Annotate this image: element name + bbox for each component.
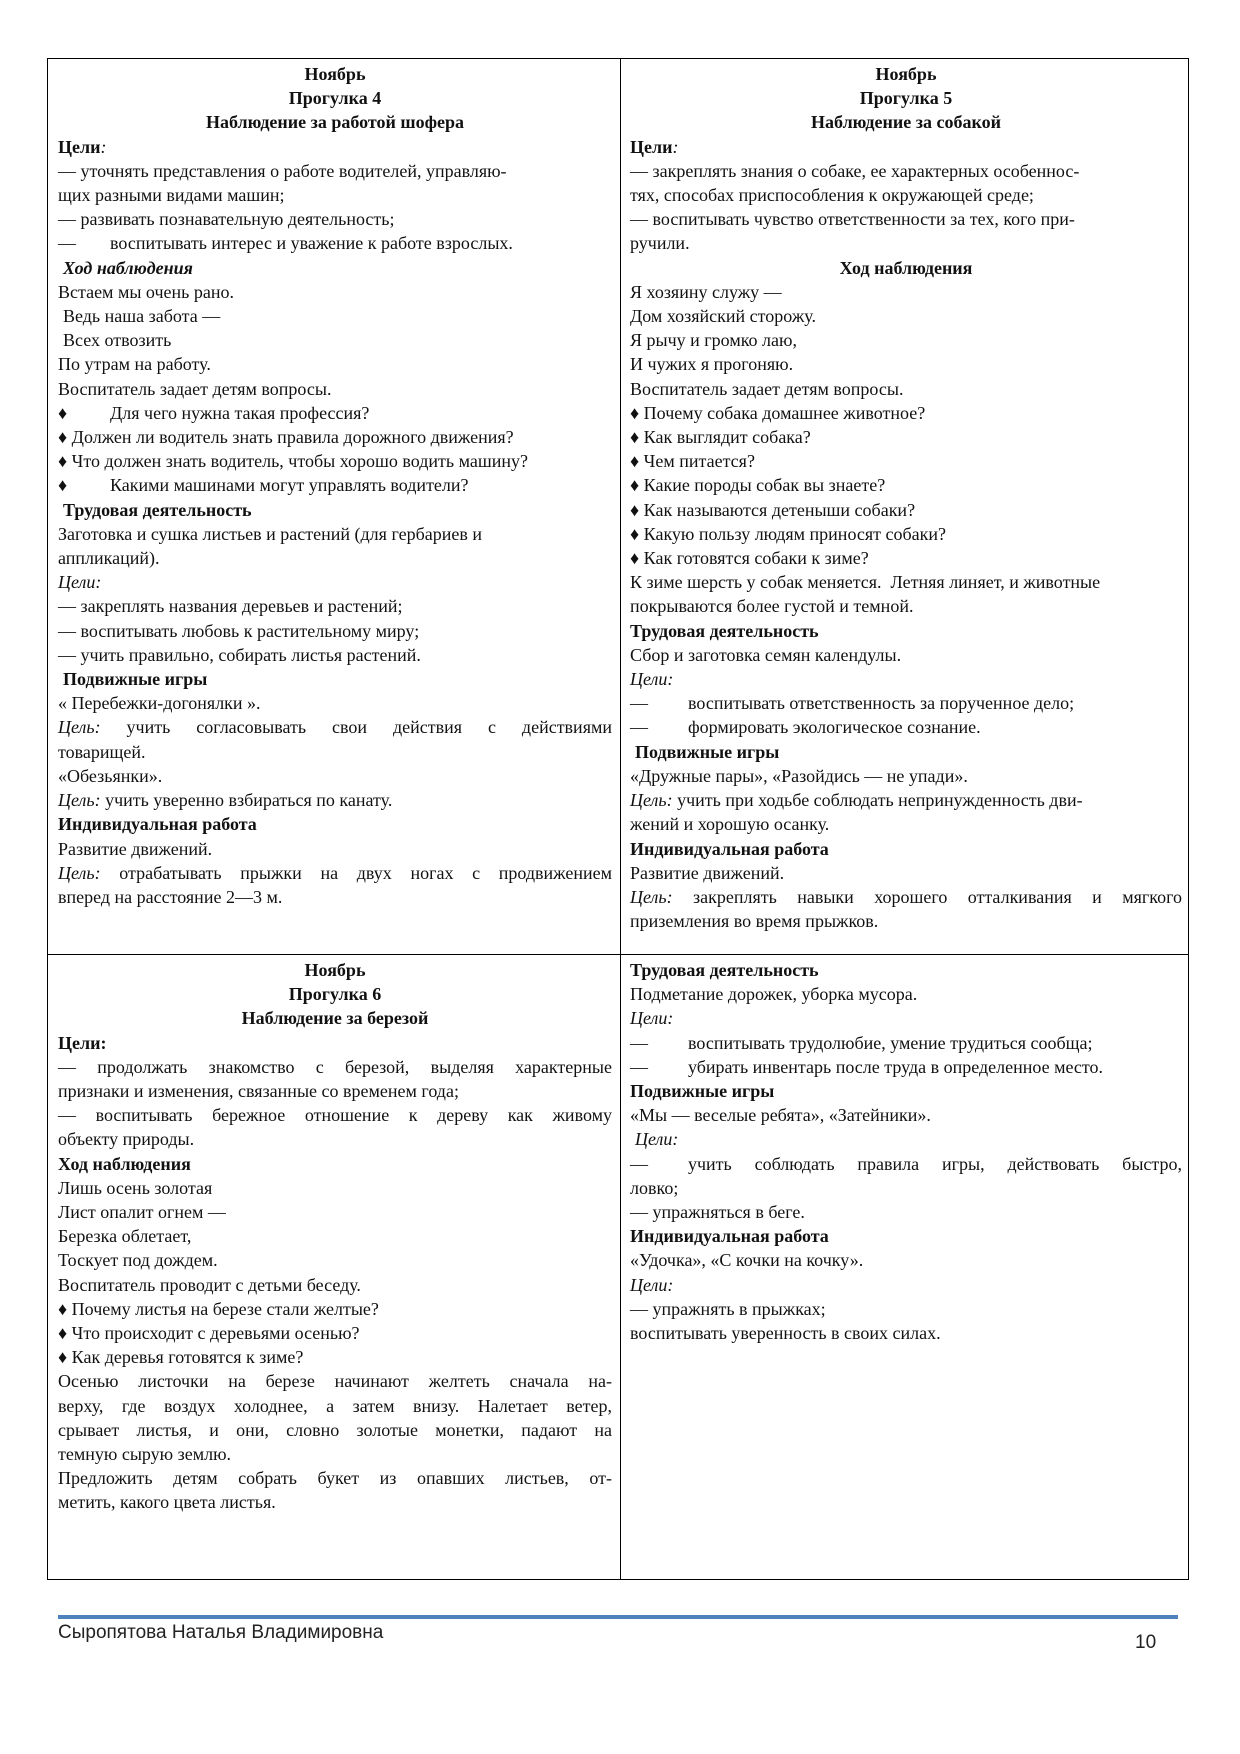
poem-line: Лишь осень золотая — [58, 1177, 213, 1198]
labor-goal: — воспитывать ответственность за порученное дело; — [630, 693, 1075, 714]
individual-text: Развитие движений. — [630, 862, 785, 883]
labor-text: Подметание дорожек, уборка мусора. — [630, 984, 918, 1005]
goal-line: тях, способах приспособления к окружающей среде; — [630, 185, 1034, 206]
poem-line: Я рычу и громко лаю, — [630, 330, 797, 351]
individual-text: Развитие движений. — [58, 838, 213, 859]
games-goal: жений и хорошую осанку. — [630, 814, 830, 835]
question: ♦ Что должен знать водитель, чтобы хорошо водить машину? — [58, 451, 528, 472]
goals-label: Цели: — [58, 1032, 107, 1053]
labor-text: Заготовка и сушка листьев и растений (для гербариев и — [58, 523, 482, 544]
poem-line: Березка облетает, — [58, 1226, 192, 1247]
observation-label: Ход наблюдения — [58, 1153, 191, 1174]
goal-line: — воспитывать бережное отношение к дереву как живому — [58, 1105, 612, 1126]
observation-label: Ход наблюдения — [839, 257, 973, 278]
teacher-line: Воспитатель задает детям вопросы. — [630, 378, 904, 399]
labor-goal: — формировать экологическое сознание. — [630, 717, 981, 738]
question: ♦ Должен ли водитель знать правила дорожного движения? — [58, 427, 514, 448]
individual-goal: Цель: отрабатывать прыжки на двух ногах с продвижением — [58, 862, 613, 883]
labor-text: Сбор и заготовка семян календулы. — [630, 644, 902, 665]
labor-label: Трудовая деятельность — [630, 620, 819, 641]
goal-line: — воспитывать интерес и уважение к работе взрослых. — [58, 233, 513, 254]
plan-table — [47, 58, 1189, 1580]
autumn-text: срывает листья, и они, словно золотые монетки, падают на — [58, 1419, 612, 1440]
walk-title: Наблюдение за березой — [241, 1008, 429, 1029]
games-label: Подвижные игры — [630, 1081, 775, 1102]
labor-goal: — закреплять названия деревьев и растений; — [58, 596, 403, 617]
footer-author: Сыропятова Наталья Владимировна — [58, 1622, 384, 1643]
question: ♦ Как выглядит собака? — [630, 427, 811, 448]
game-name: «Обезьянки». — [58, 765, 163, 786]
games-goal: ловко; — [630, 1177, 679, 1198]
question: ♦ Для чего нужна такая профессия? — [58, 402, 370, 423]
poem-line: Встаем мы очень рано. — [58, 281, 234, 302]
individual-goals-label: Цели: — [630, 1274, 674, 1295]
walk-4-cell — [48, 59, 620, 909]
game-goal: Цель: учить согласовывать свои действия с действиями — [58, 717, 612, 738]
game-goal: Цель: учить уверенно взбираться по канату. — [58, 790, 393, 811]
labor-goal: — учить правильно, собирать листья растений. — [58, 644, 421, 665]
goal-line: щих разными видами машин; — [58, 185, 285, 206]
individual-text: «Удочка», «С кочки на кочку». — [630, 1250, 864, 1271]
labor-label: Трудовая деятельность — [63, 499, 252, 520]
goal-line: — закреплять знания о собаке, ее характерных особеннос- — [630, 160, 1080, 181]
goal-line: ручили. — [630, 233, 690, 254]
individual-goal: — упражнять в прыжках; — [630, 1298, 826, 1319]
labor-goal: — воспитывать трудолюбие, умение трудиться сообща; — [630, 1032, 1093, 1053]
game-name: « Перебежки-догонялки ». — [58, 693, 261, 714]
games-goals-label: Цели: — [635, 1129, 679, 1150]
month-heading: Ноябрь — [304, 960, 366, 980]
walk-5-cell — [620, 59, 1190, 933]
autumn-text: темную сырую землю. — [58, 1444, 232, 1465]
games-text: «Мы — веселые ребята», «Затейники». — [630, 1105, 931, 1126]
goal-line: — уточнять представления о работе водителей, управляю- — [58, 160, 507, 181]
winter-text: К зиме шерсть у собак меняется. Летняя линяет, и животные — [630, 572, 1101, 593]
individual-goal: воспитывать уверенность в своих силах. — [630, 1323, 941, 1344]
goal-line: — развивать познавательную деятельность; — [58, 209, 395, 230]
poem-line: И чужих я прогоняю. — [630, 354, 794, 375]
goals-label: Цели: — [58, 136, 107, 157]
individual-label: Индивидуальная работа — [58, 814, 257, 835]
walk-title: Наблюдение за собакой — [811, 112, 1001, 133]
question: ♦ Какие породы собак вы знаете? — [630, 475, 886, 496]
walk-number: Прогулка 5 — [859, 88, 953, 109]
walk-6-cell — [48, 955, 620, 1515]
bouquet-text: Предложить детям собрать букет из опавших листьев, от- — [58, 1468, 612, 1489]
walk-title: Наблюдение за работой шофера — [205, 112, 465, 133]
autumn-text: верху, где воздух холоднее, а затем внизу. Налетает ветер, — [58, 1395, 612, 1416]
poem-line: Всех отвозить — [63, 330, 172, 351]
labor-label: Трудовая деятельность — [630, 960, 819, 980]
labor-goal: — воспитывать любовь к растительному миру; — [58, 620, 420, 641]
individual-goal: приземления во время прыжков. — [630, 911, 879, 932]
poem-line: Тоскует под дождем. — [58, 1250, 218, 1271]
autumn-text: Осенью листочки на березе начинают желтеть сначала на- — [58, 1371, 612, 1392]
question: ♦ Как деревья готовятся к зиме? — [58, 1347, 304, 1368]
month-heading: Ноябрь — [304, 64, 366, 84]
question: ♦ Как называются детеныши собаки? — [630, 499, 916, 520]
question: ♦ Почему листья на березе стали желтые? — [58, 1298, 379, 1319]
walk-number: Прогулка 6 — [288, 984, 382, 1005]
poem-line: По утрам на работу. — [58, 354, 211, 375]
poem-line: Я хозяину служу — — [630, 281, 782, 302]
walk-6-continuation-cell — [620, 955, 1190, 1345]
individual-label: Индивидуальная работа — [630, 838, 829, 859]
question: ♦ Как готовятся собаки к зиме? — [630, 548, 869, 569]
labor-goal: — убирать инвентарь после труда в определенное место. — [630, 1056, 1104, 1077]
poem-line: Ведь наша забота — — [63, 306, 221, 327]
teacher-line: Воспитатель проводит с детьми беседу. — [58, 1274, 361, 1295]
question: ♦ Что происходит с деревьями осенью? — [58, 1323, 360, 1344]
goals-label: Цели: — [630, 136, 679, 157]
question: ♦ Чем питается? — [630, 451, 755, 472]
game-goal: товарищей. — [58, 741, 146, 762]
winter-text: покрываются более густой и темной. — [630, 596, 914, 617]
observation-label: Ход наблюдения — [63, 257, 193, 278]
games-goal: — упражняться в беге. — [630, 1202, 805, 1223]
labor-text: аппликаций). — [58, 548, 160, 569]
poem-line: Дом хозяйский сторожу. — [630, 306, 816, 327]
games-label: Подвижные игры — [635, 741, 780, 762]
games-goal: — учить соблюдать правила игры, действовать быстро, — [630, 1153, 1182, 1174]
question: ♦ Какими машинами могут управлять водители? — [58, 475, 469, 496]
goal-line: признаки и изменения, связанные со временем года; — [58, 1081, 459, 1102]
labor-goals-label: Цели: — [58, 572, 102, 593]
games-goal: Цель: учить при ходьбе соблюдать непринужденность дви- — [630, 790, 1083, 811]
individual-goal: вперед на расстояние 2—3 м. — [58, 886, 283, 907]
goal-line: — воспитывать чувство ответственности за тех, кого при- — [630, 209, 1075, 230]
goal-line: объекту природы. — [58, 1129, 195, 1150]
bouquet-text: метить, какого цвета листья. — [58, 1492, 276, 1513]
games-text: «Дружные пары», «Разойдись — не упади». — [630, 765, 968, 786]
individual-label: Индивидуальная работа — [630, 1226, 829, 1247]
question: ♦ Почему собака домашнее животное? — [630, 402, 926, 423]
walk-number: Прогулка 4 — [288, 88, 382, 109]
question: ♦ Какую пользу людям приносят собаки? — [630, 523, 947, 544]
games-label: Подвижные игры — [63, 669, 208, 690]
goal-line: — продолжать знакомство с березой, выделяя характерные — [58, 1056, 612, 1077]
individual-goal: Цель: закреплять навыки хорошего отталкивания и мягкого — [630, 886, 1183, 907]
footer-rule — [58, 1615, 1178, 1619]
labor-goals-label: Цели: — [630, 1008, 674, 1029]
teacher-line: Воспитатель задает детям вопросы. — [58, 378, 332, 399]
month-heading: Ноябрь — [875, 64, 937, 84]
poem-line: Лист опалит огнем — — [58, 1202, 226, 1223]
labor-goals-label: Цели: — [630, 669, 674, 690]
page-number: 10 — [1135, 1632, 1157, 1653]
